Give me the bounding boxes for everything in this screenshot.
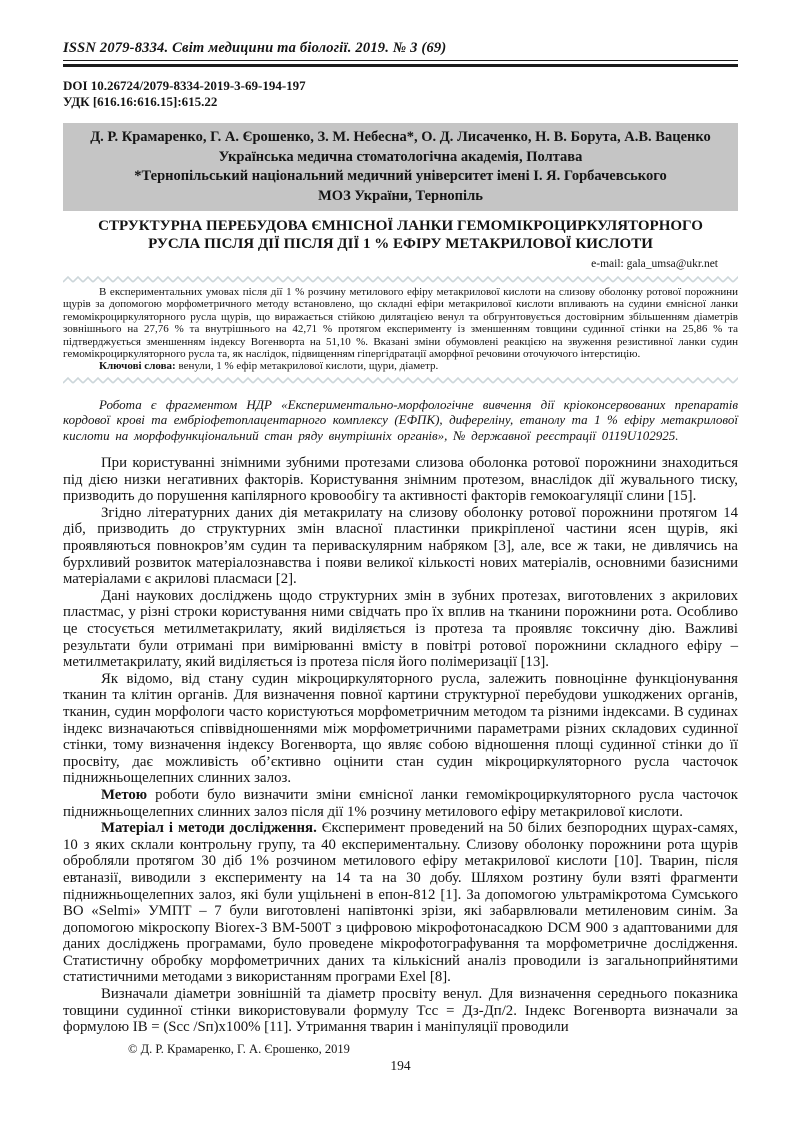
article-body — [63, 455, 738, 1036]
affiliation-2: *Тернопільський національний медичний університет імені І. Я. Горбачевського — [134, 168, 667, 184]
paragraph-1: При користуванні знімними зубними протезами слизова оболонка ротової порожнини знаходиться під дією низки негативних факторів. Користування знімним протезом, внаслідок дії жувального тиску, призводить до порушення капілярного кровообігу та активності факторів гемокоагуляції слини [15]. — [63, 455, 738, 505]
paragraph-methods — [63, 820, 738, 986]
keywords-text: венули, 1 % ефір метакрилової кислоти, щури, діаметр. — [175, 360, 439, 373]
abstract-block — [63, 286, 738, 373]
page-footer — [63, 1042, 738, 1074]
copyright-line: © Д. Р. Крамаренко, Г. А. Єрошенко, 2019 — [128, 1041, 350, 1056]
methods-text: Єксперимент проведений на 50 білих безпородних щурах-самях, 10 з яких склали контрольну групу, та 40 експериментальну. Слизову оболонку порожнини рота щурів обробляли протягом 30 діб 1% розчином метилового ефіру метакрилової кислоти [10]. Тварин, після евтаназії, виводили з експерименту на 14 та на 30 добу. Шляхом розтину були взяті фрагменти піднижньощелепних залоз, які були ущільнені в епон-812 [1]. За допомогою ультрамікротома Сумського ВО «Selmi» УМПТ – 7 були виготовлені напівтонкі зрізи, які забарвлювали метиленовим синім. За допомогою мікроскопу Biorex-3 ВМ-500Т з цифровою мікрофотонасадкою DCM 900 з адаптованими для даних досліджень програмами, було проведене мікрофотографування та морфометричне дослідження. Статистичну обробку морфометричних даних та кількісний аналіз проводили із загальноприйнятими статистичними методами з використанням програми Exel [8]. — [63, 820, 739, 986]
research-project-note: Робота є фрагментом НДР «Експериментально-морфологічне вивчення дії кріоконсервованих препаратів кордової крові та ембріофетоплацентарного комплексу (ЕФПК), дифереліну, етанолу та 1 % ефіру метакрилової кислоти на морфофункціональний стан ряду внутрішніх органів», № державної реєстрації 0119U102925. — [63, 396, 738, 443]
keywords-label: Ключові слова: — [99, 360, 176, 373]
article-title — [63, 218, 738, 253]
page-number: 194 — [390, 1057, 411, 1073]
affiliation-3: МОЗ України, Тернопіль — [318, 187, 483, 204]
udk-line: УДК [616.16:616.15]:615.22 — [63, 94, 218, 109]
doi-block — [63, 78, 738, 110]
abstract-text — [63, 286, 738, 360]
keywords-line — [63, 360, 738, 372]
authors-box — [63, 123, 738, 211]
email-line: e-mail: gala_umsa@ukr.net — [591, 258, 718, 270]
aim-label: Метою — [101, 786, 148, 803]
abstract-body: В експериментальних умовах після дії 1 % розчину метилового ефіру метакрилової кислоти на слизову оболонку ротової порожнини щурів за допомогою морфометричного методу встановлено, що складні ефіри метакрилової кислоти впливають на судини ємнісної ланки гемомікроциркуляторного русла щурів, що виражається стійкою дилятацією венул та обгрунтовується достовірним збільшенням діаметрів зовнішнього на 27,76 % та внутрішнього на 42,71 % протягом експерименту із зменшенням товщини судинної стінки на 25,86 % та підтверджується зменшенням індексу Вогенворта на 51,10 %. Вказані зміни обумовлені реакцією на звуження резистивної ланки судин гемомікроциркуляторного русла та, як наслідок, підвищенням гіпергідратації аморфної речовини оточуючого інтерстицію. — [63, 286, 738, 361]
zigzag-divider-top — [63, 275, 738, 284]
affiliation-1: Українська медична стоматологічна академія, Полтава — [218, 148, 583, 165]
paragraph-aim — [63, 787, 738, 820]
authors-line: Д. Р. Крамаренко, Г. А. Єрошенко, З. М. Небесна*, О. Д. Лисаченко, Н. В. Борута, А.В. Ваценко — [90, 129, 711, 145]
paragraph-2: Згідно літературних даних дія метакрилату на слизову оболонку ротової порожнини протягом 14 діб, призводить до структурних змін власної пластинки прикріпленої частини ясен щурів, які проявляються повнокров’ям судин та периваскулярним набряком [3], але, все ж таки, не дивлячись на бурхливий розвиток матеріалознавства і появи великої кількості нових матеріалів, основними базисними матеріалами є акрилові пласмаси [2]. — [63, 504, 738, 588]
zigzag-divider-bottom — [63, 376, 738, 385]
paragraph-7: Визначали діаметри зовнішній та діаметр просвіту венул. Для визначення середнього показника товщини судинної стінки використовували формулу Тсс = Дз-Дп/2. Індекс Вогенворта визначали за формулою ІВ = (Scc /Sп)х100% [11]. Утримання тварин і маніпуляції проводили — [63, 986, 738, 1036]
methods-label: Матеріал і методи дослідження. — [101, 820, 317, 837]
paragraph-3: Дані наукових досліджень щодо структурних змін в зубних протезах, виготовлених з акрилових пластмас, у різні строки користування ними свідчать про їх вплив на тканини порожнини рота. Особливо це стосується метилметакрилату, який виділяється із протеза та проявляє токсичну дію. Важливі результати були отримані при вимірюванні вмісту в повітрі ротової порожнини складного ефіру – метилметакрилату, який виділяється із протеза після його полімеризації [13]. — [63, 587, 738, 671]
journal-header: ISSN 2079-8334. Світ медицини та біології. 2019. № 3 (69) — [63, 40, 447, 56]
doi-line: DOI 10.26724/2079-8334-2019-3-69-194-197 — [63, 78, 306, 93]
header-divider — [63, 60, 738, 67]
article-title-line-1: СТРУКТУРНА ПЕРЕБУДОВА ЄМНІСНОЇ ЛАНКИ ГЕМОМІКРОЦИРКУЛЯТОРНОГО — [98, 218, 703, 234]
aim-text: роботи було визначити зміни ємнісної ланки гемомікроциркуляторного русла часточок піднижньощелепних слинних залоз після дії 1% розчину метилового ефіру метакрилової кислоти. — [63, 786, 738, 820]
article-title-line-2: РУСЛА ПІСЛЯ ДІЇ ПІСЛЯ ДІЇ 1 % ЕФІРУ МЕТАКРИЛОВОЇ КИСЛОТИ — [148, 235, 653, 252]
paragraph-4: Як відомо, від стану судин мікроциркуляторного русла, залежить повноцінне функціонування тканин та клітин органів. Для визначення повної картини структурної перебудови ушкоджених органів, тканин, судин морфологи часто користуються морфометричним методом та різними індексами. В судинах індекс визначаються співвідношеннями між морфометричними параметрами різних складових судинної стінки, тому визначення індексу Вогенворта, що являє собою відношення площі судинної стінки до її просвіту, дає можливість об’єктивно оцінити стан судин мікроциркуляторного русла часточок піднижньощелепних слинних залоз. — [63, 670, 738, 787]
